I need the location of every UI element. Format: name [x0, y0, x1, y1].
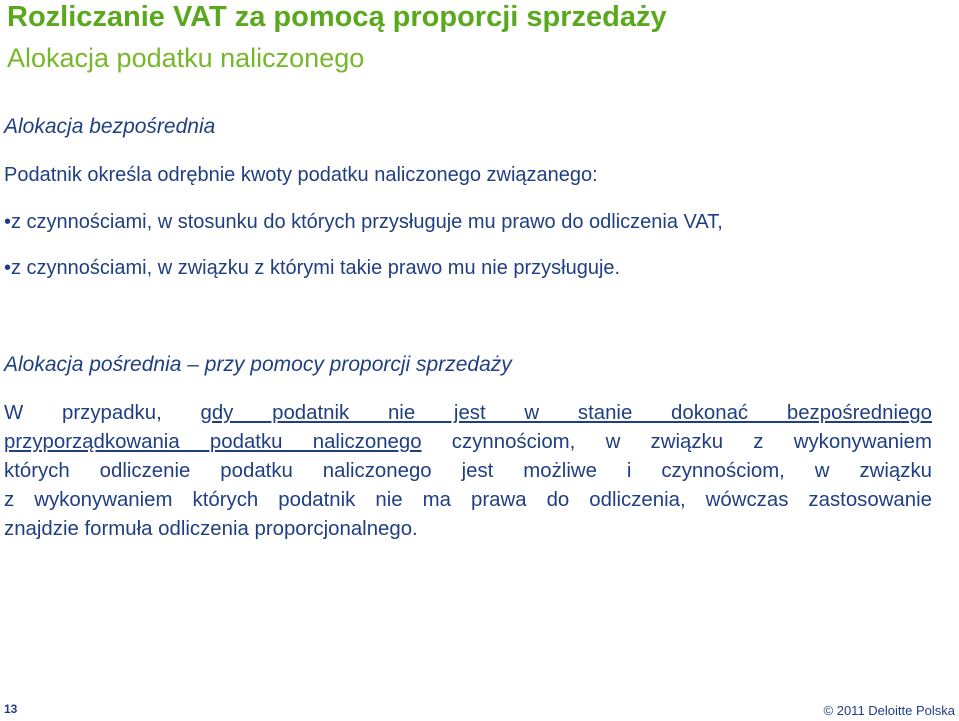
paragraph-line-1 — [4, 399, 932, 428]
bullet-item-non-deductible: •z czynnościami, w związku z którymi takie prawo mu nie przysługuje. — [4, 257, 621, 279]
slide-title: Rozliczanie VAT za pomocą proporcji sprzedaży — [7, 1, 667, 33]
indirect-allocation-heading: Alokacja pośrednia – przy pomocy proporcji sprzedaży — [4, 353, 512, 376]
line1-underlined: gdy podatnik nie jest w stanie dokonać bezpośredniego — [200, 402, 932, 424]
slide-subtitle: Alokacja podatku naliczonego — [7, 43, 365, 73]
paragraph-line-5: znajdzie formuła odliczenia proporcjonalnego. — [4, 518, 418, 540]
copyright-notice: © 2011 Deloitte Polska — [823, 703, 955, 718]
line2-underlined: przyporządkowania podatku naliczonego — [4, 431, 422, 453]
paragraph-line-4: z wykonywaniem których podatnik nie ma prawa do odliczenia, wówczas zastosowanie — [4, 489, 932, 511]
line1-lead: W przypadku, — [4, 402, 201, 424]
direct-allocation-intro: Podatnik określa odrębnie kwoty podatku naliczonego związanego: — [4, 164, 598, 186]
direct-allocation-heading: Alokacja bezpośrednia — [4, 115, 216, 138]
page-number: 13 — [4, 702, 18, 716]
paragraph-line-2 — [4, 428, 932, 457]
bullet-item-deductible: •z czynnościami, w stosunku do których przysługuje mu prawo do odliczenia VAT, — [4, 211, 723, 233]
line2-rest: czynnościom, w związku z wykonywaniem — [421, 431, 932, 453]
paragraph-line-3: których odliczenie podatku naliczonego jest możliwe i czynnościom, w związku — [4, 460, 932, 482]
